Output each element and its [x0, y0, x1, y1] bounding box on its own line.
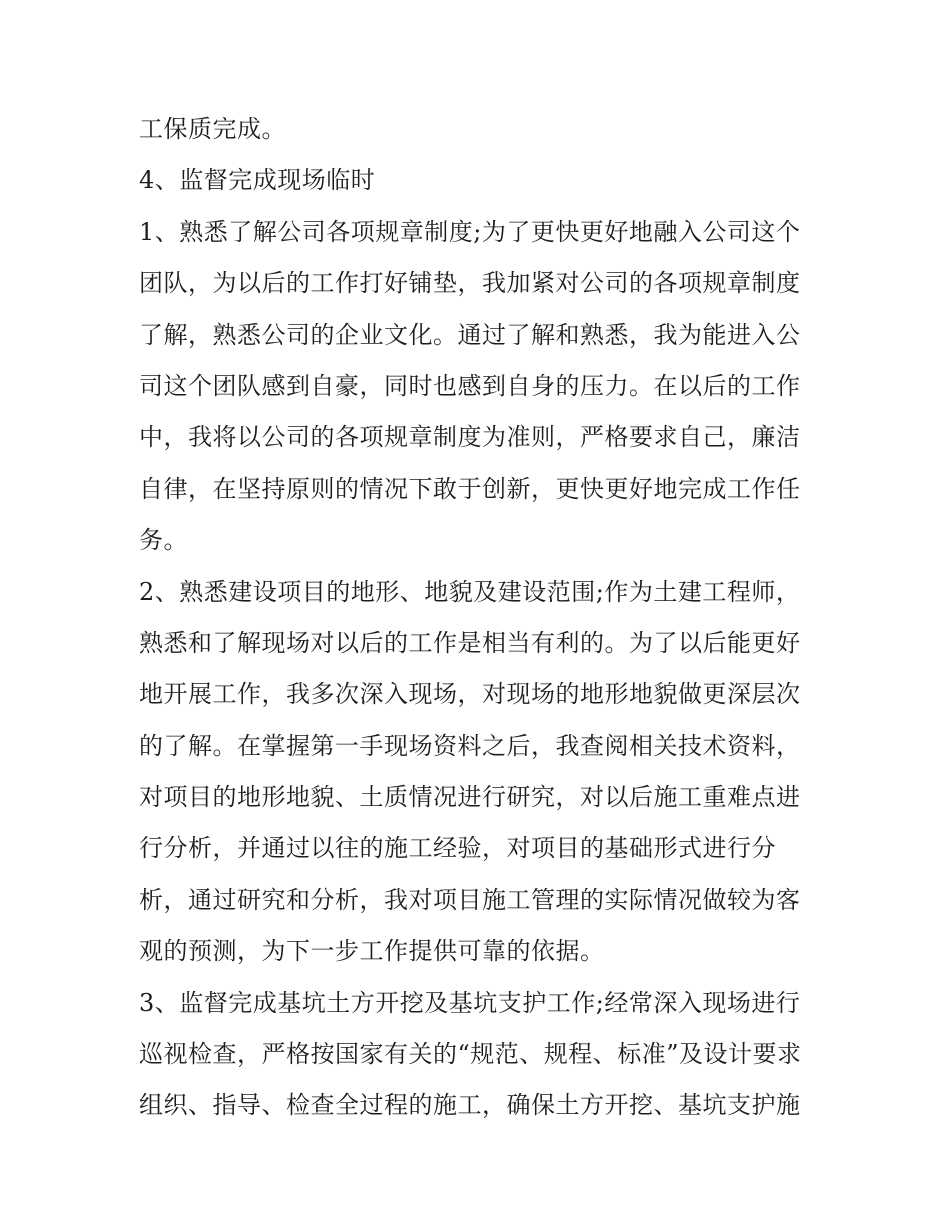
- text-line: 3、监督完成基坑土方开挖及基坑支护工作;经常深入现场进行: [139, 988, 801, 1017]
- text-line: 的了解。在掌握第一手现场资料之后，我查阅相关技术资料，: [139, 731, 801, 760]
- text-line: 中，我将以公司的各项规章制度为准则，严格要求自己，廉洁: [139, 423, 801, 452]
- text-line: 4、监督完成现场临时: [139, 166, 376, 195]
- text-line: 1、熟悉了解公司各项规章制度;为了更快更好地融入公司这个: [139, 217, 801, 246]
- text-line: 自律，在坚持原则的情况下敢于创新，更快更好地完成工作任: [139, 474, 801, 503]
- text-line: 地开展工作，我多次深入现场，对现场的地形地貌做更深层次: [139, 680, 801, 709]
- text-line: 司这个团队感到自豪，同时也感到自身的压力。在以后的工作: [139, 371, 801, 400]
- document-body: [139, 104, 819, 1132]
- text-line: 工保质完成。: [139, 115, 286, 143]
- text-line: 观的预测，为下一步工作提供可靠的依据。: [139, 937, 605, 966]
- text-line: 了解，熟悉公司的企业文化。通过了解和熟悉，我为能进入公: [139, 320, 801, 349]
- text-line: 团队，为以后的工作打好铺垫，我加紧对公司的各项规章制度: [139, 269, 801, 298]
- text-line: 对项目的地形地貌、土质情况进行研究，对以后施工重难点进: [139, 783, 801, 812]
- text-line: 2、熟悉建设项目的地形、地貌及建设范围;作为土建工程师，: [139, 577, 801, 606]
- text-line: 组织、指导、检查全过程的施工，确保土方开挖、基坑支护施: [139, 1091, 801, 1120]
- text-line: 行分析，并通过以往的施工经验，对项目的基础形式进行分: [139, 834, 776, 863]
- text-line: 析，通过研究和分析，我对项目施工管理的实际情况做较为客: [139, 885, 801, 914]
- text-line: 巡视检查，严格按国家有关的“规范、规程、标准”及设计要求: [139, 1040, 802, 1069]
- text-line: 熟悉和了解现场对以后的工作是相当有利的。为了以后能更好: [139, 628, 801, 657]
- text-line: 务。: [139, 526, 188, 555]
